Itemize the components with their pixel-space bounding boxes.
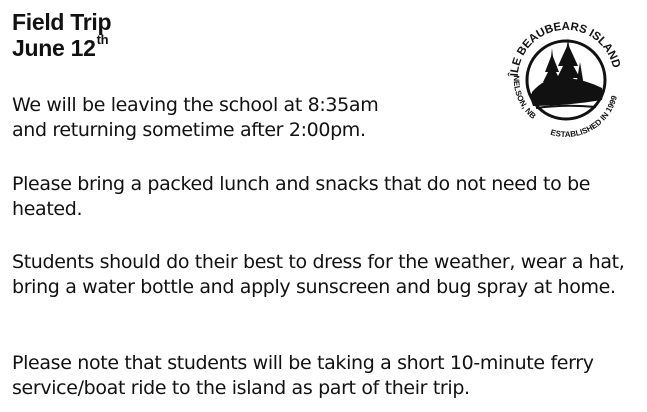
title-date-suffix: th [96,32,109,48]
lunch-paragraph: Please bring a packed lunch and snacks that do not need to be heated. [12,173,591,220]
dress-paragraph: Students should do their best to dress for the weather, wear a hat, bring a water bottle and apply sunscreen and bug spray at home. [12,251,625,298]
island-tree-seal-logo [496,8,634,146]
departure-paragraph: We will be leaving the school at 8:35am and returning sometime after 2:00pm. [12,94,379,141]
ferry-paragraph: Please note that students will be taking a short 10-minute ferry service/boat ride to the island as part of their trip. [12,352,594,399]
title-field-trip: Field Trip [12,9,112,35]
title-date [12,32,111,61]
page-title [12,9,111,61]
logo-text-left: NELSON, NB [511,75,538,121]
title-date-text: June 12 [12,35,96,61]
logo-text-top: ÎLE BEAUBEARS ISLAND [508,20,623,77]
logo-text-right: ESTABLISHED IN 1999 [549,94,619,140]
